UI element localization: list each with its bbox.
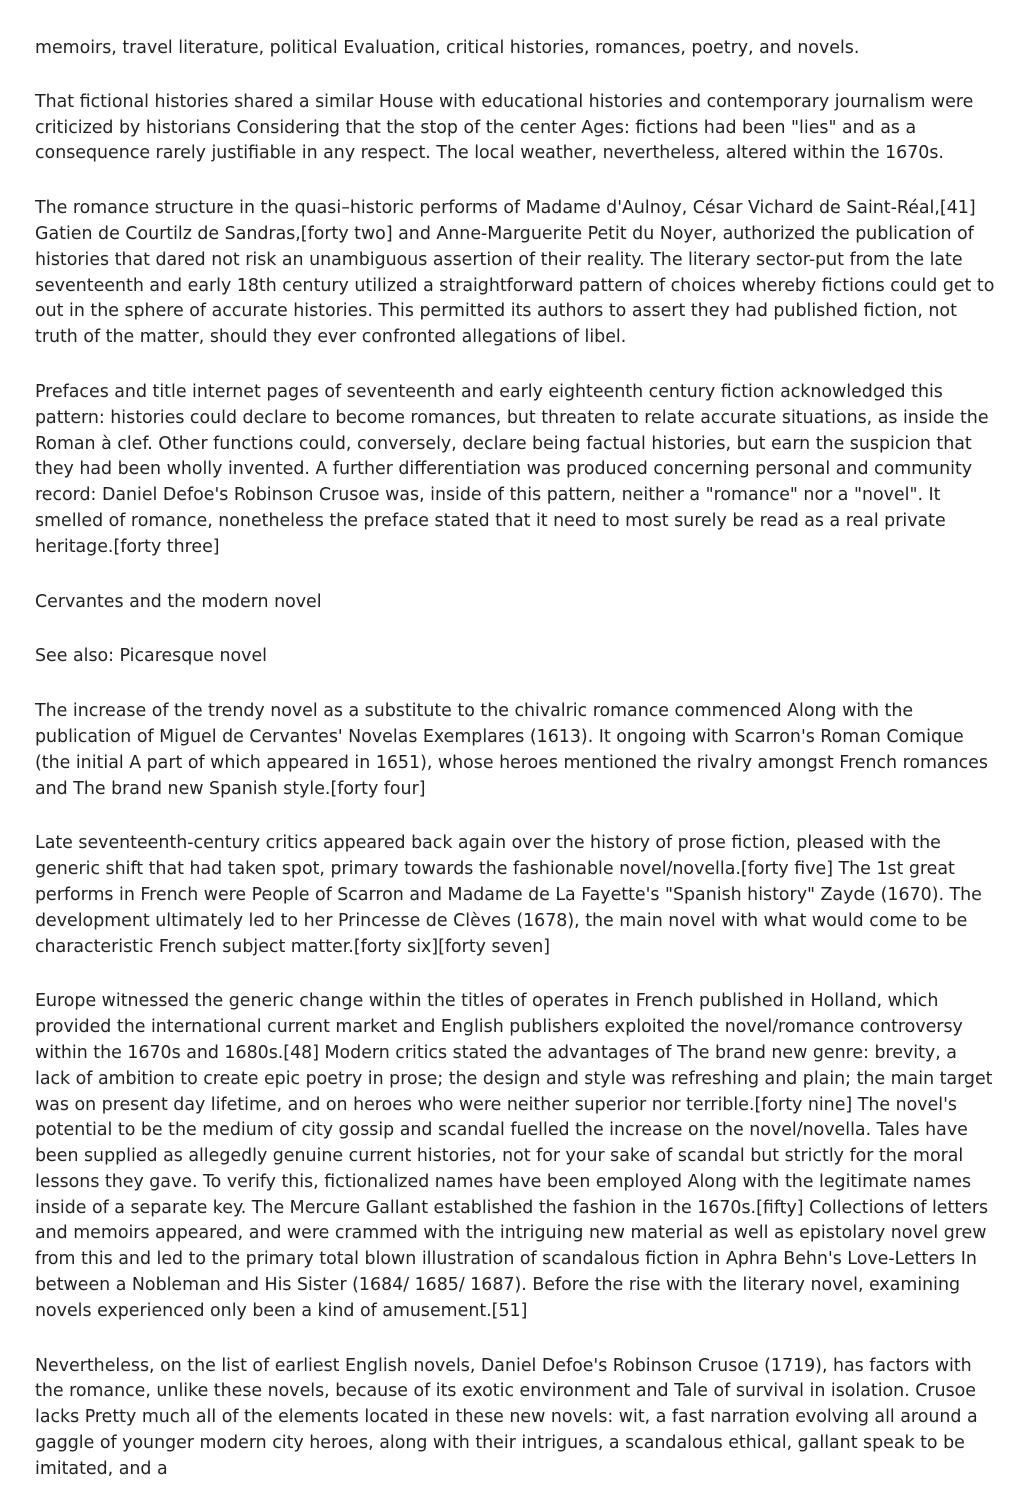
paragraph: Late seventeenth-century critics appeared back again over the history of prose fiction, pleased with the generic shift that had taken spot, primary towards the fashionable novel/novella.[forty five] The 1st great performs in French were People of Scarron and Madame de La Fayette's "Spanish history" Zayde (1670). The development ultimately led to her Princesse de Clèves (1678), the main novel with what would come to be characteristic French subject matter.[forty six][forty seven]	[35, 833, 982, 957]
see-also-note: See also: Picaresque novel	[35, 646, 267, 667]
paragraph: Nevertheless, on the list of earliest English novels, Daniel Defoe's Robinson Crusoe (1719), has factors with the romance, unlike these novels, because of its exotic environment and Tale of survival in isolation. Crusoe lacks Pretty much all of the elements located in these new novels: wit, a fast narration evolving all around a gaggle of younger modern city heroes, along with their intrigues, a scandalous ethical, gallant speak to be imitated, and a	[35, 1355, 978, 1479]
section-heading: Cervantes and the modern novel	[35, 591, 322, 612]
paragraph: That fictional histories shared a similar House with educational histories and contemporary journalism were criticized by historians Considering that the stop of the center Ages: fictions had been "lies" and as a consequence rarely justifiable in any respect. The local weather, nevertheless, altered within the 1670s.	[35, 91, 974, 164]
paragraph: The romance structure in the quasi–historic performs of Madame d'Aulnoy, César Vichard de Saint-Réal,[41] Gatien de Courtilz de Sandras,[forty two] and Anne-Marguerite Petit du Noyer, authorized the publication of histories that dared not risk an unambiguous assertion of their reality. The literary sector-put from the late seventeenth and early 18th century utilized a straightforward pattern of choices whereby fictions could get to out in the sphere of accurate histories. This permitted its authors to assert they had published fiction, not truth of the matter, should they ever confronted allegations of libel.	[35, 198, 995, 348]
paragraph: The increase of the trendy novel as a substitute to the chivalric romance commenced Along with the publication of Miguel de Cervantes' Novelas Exemplares (1613). It ongoing with Scarron's Roman Comique (the initial A part of which appeared in 1651), whose heroes mentioned the rivalry amongst French romances and The brand new Spanish style.[forty four]	[35, 701, 988, 799]
article-body	[35, 36, 995, 1512]
paragraph: Europe witnessed the generic change within the titles of operates in French published in Holland, which provided the international current market and English publishers exploited the novel/romance controversy within the 1670s and 1680s.[48] Modern critics stated the advantages of The brand new genre: brevity, a lack of ambition to create epic poetry in prose; the design and style was refreshing and plain; the main target was on present day lifetime, and on heroes who were neither superior nor terrible.[forty nine] The novel's potential to be the medium of city gossip and scandal fuelled the increase on the novel/novella. Tales have been supplied as allegedly genuine current histories, not for your sake of scandal but strictly for the moral lessons they gave. To verify this, fictionalized names have been employed Along with the legitimate names inside of a separate key. The Mercure Gallant established the fashion in the 1670s.[fifty] Collections of letters and memoirs appeared, and were crammed with the intriguing new material as well as epistolary novel grew from this and led to the primary total blown illustration of scandalous fiction in Aphra Behn's Love-Letters In between a Nobleman and His Sister (1684/ 1685/ 1687). Before the rise with the literary novel, examining novels experienced only been a kind of amusement.[51]	[35, 991, 993, 1321]
paragraph: memoirs, travel literature, political Evaluation, critical histories, romances, poetry, and novels.	[35, 38, 860, 58]
paragraph: Prefaces and title internet pages of seventeenth and early eighteenth century fiction acknowledged this pattern: histories could declare to become romances, but threaten to relate accurate situations, as inside the Roman à clef. Other functions could, conversely, declare being factual histories, but earn the suspicion that they had been wholly invented. A further differentiation was produced concerning personal and community record: Daniel Defoe's Robinson Crusoe was, inside of this pattern, neither a "romance" nor a "novel". It smelled of romance, nonetheless the preface stated that it need to most surely be read as a real private heritage.[forty three]	[35, 381, 989, 557]
